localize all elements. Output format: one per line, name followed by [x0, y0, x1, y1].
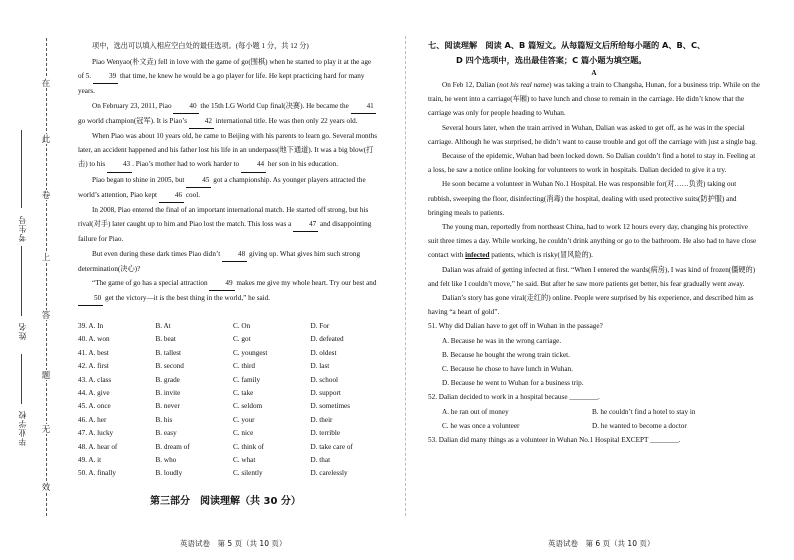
passage-paragraph: Because of the epidemic, Wuhan had been locked down. So Dalian couldn’t find a hotel to stay in. Feeling at a loss, he saw a notice online looking for volunteers to work in hospitals. Dalian decided to give it a try.: [428, 152, 756, 175]
q52-option-b: B. he couldn’t find a hotel to stay in: [592, 407, 696, 416]
cloze-paragraph: “The game of go has a special attraction 49 makes me give my whole heart. Try our best and 50 get the victory—it is the best thing in the world,” he said.: [78, 276, 378, 306]
school-line: [21, 354, 22, 404]
seal-char: 此: [41, 134, 51, 144]
seal-char: 在: [41, 78, 51, 88]
question-52: 52. Dalian decided to work in a hospital because ________.: [428, 393, 600, 402]
q52-option-c: C. he was once a volunteer: [442, 421, 520, 430]
q52-options-row2: [428, 419, 760, 433]
cloze-paragraph: When Piao was about 10 years old, he came to Beijing with his parents to learn go. Several months later, an accident happened and his father lost his life in an underpass(地下通道). It was a big blow(打击) to his 43 . Piao’s mother had to work harder to 44 her son in his education.: [78, 129, 378, 173]
underlined-word: infected: [465, 251, 490, 260]
center-gutter: [405, 36, 406, 516]
q51-option-c: C. Because he chose to have lunch in Wuhan.: [442, 365, 573, 374]
cloze-paragraph: Piao began to shine in 2005, but 45 got a championship. As younger players attracted the world’s attention, Piao kept 46 cool.: [78, 173, 378, 203]
passage-paragraph: Dalian’s story has gone viral(走红的) online. People were surprised by his experience, and described him as having “a heart of gold”.: [428, 294, 754, 317]
exam-number-label: 考生号: [18, 215, 27, 242]
q52-options-row1: [428, 405, 760, 419]
name-label: 姓名: [18, 322, 27, 340]
seal-char: 题: [41, 370, 51, 380]
question-53: 53. Dalian did many things as a volunteer in Wuhan No.1 Hospital EXCEPT ________.: [428, 436, 681, 445]
school-label: 毕业学校: [18, 410, 27, 446]
passage-label: A: [591, 69, 597, 77]
passage-paragraph: The young man, reportedly from northeast China, had to work 12 hours every day, changing his protective suit three times a day. While working, he couldn’t drink anything or go to the bathroom. He also had to have close contact with infected patients, which is risky(冒风险的).: [428, 223, 757, 260]
exam-number-line: [21, 130, 22, 208]
cloze-paragraph: But even during these dark times Piao didn’t 48 giving up. What gives him such strong determination(决心)?: [78, 247, 378, 276]
option-row-42: 42. A. first B. second C. third D. last: [78, 362, 330, 371]
option-row-50: 50. A. finally B. loudly C. silently D. carelessly: [78, 469, 348, 478]
option-row-47: 47. A. lucky B. easy C. nice D. terrible: [78, 429, 341, 438]
seal-char: 答: [41, 310, 51, 320]
reading-heading-cont: D 四个选项中，选出最佳答案；C 篇小题为填空题。: [456, 55, 647, 65]
reading-heading: 七、阅读理解 阅读 A、B 篇短文。从每篇短文后所给每小题的 A、B、C、: [428, 40, 706, 50]
passage-paragraph: On Feb 12, Dalian (not his real name) was taking a train to Changsha, Hunan, for a business trip. While on the train, he went into a carriage(车厢) to have lunch and chose to remain in the carriage. He didn’t know that the carriage was only for people heading to Wuhan.: [428, 81, 760, 118]
option-row-44: 44. A. give B. invite C. take D. support: [78, 388, 341, 397]
part-three-heading: 第三部分 阅读理解（共 30 分）: [150, 496, 301, 507]
name-line: [21, 246, 22, 316]
q51-option-a: A. Because he was in the wrong carriage.: [442, 336, 562, 345]
question-51: 51. Why did Dalian have to get off in Wuhan in the passage?: [428, 322, 603, 331]
seal-dashed-line: [46, 38, 47, 516]
seal-char: 上: [41, 252, 51, 262]
blank-39: 39: [93, 69, 118, 84]
option-row-40: 40. A. won B. beat C. got D. defeated: [78, 335, 344, 344]
option-row-45: 45. A. once B. never C. seldom D. sometimes: [78, 402, 351, 411]
left-page-content: [78, 38, 378, 306]
right-page-content: [428, 38, 760, 447]
cloze-instruction: 项中，选出可以填入相应空白处的最佳选项。(每小题 1 分，共 12 分): [92, 42, 309, 50]
passage-paragraph: He soon became a volunteer in Wuhan No.1 Hospital. He was responsible for(对……负责) taking out rubbish, sweeping the floor, disinfecting(消毒) the hospital, dealing with used protective suits(防护服) and bringing meals to patients.: [428, 180, 737, 217]
passage-paragraph: Several hours later, when the train arrived in Wuhan, Dalian was asked to get off, as he was in the special carriage. Although he was surprised, he didn’t want to cause trouble and got off the carriage with just a single bag.: [428, 123, 757, 146]
q51-option-d: D. Because he went to Wuhan for a business trip.: [442, 379, 584, 388]
seal-char: 卷: [41, 190, 51, 200]
page-footer-left: 英语试卷 第 5 页（共 10 页）: [180, 539, 287, 548]
option-row-43: 43. A. class B. grade C. family D. school: [78, 375, 339, 384]
option-row-48: 48. A. hear of B. dream of C. think of D. take care of: [78, 442, 353, 451]
seal-char: 效: [41, 482, 51, 492]
option-row-39: 39. A. In B. At C. On D. For: [78, 322, 330, 330]
cloze-paragraph: In 2008, Piao entered the final of an important international match. He started off strong, but his rival(对手) later caught up to him and Piao lost the match. This loss was a 47 and disappointing failure for Piao.: [78, 206, 372, 244]
option-row-49: 49. A. it B. who C. what D. that: [78, 455, 331, 464]
q52-option-a: A. he ran out of money: [442, 407, 509, 416]
q52-option-d: D. he wanted to become a doctor: [592, 421, 687, 430]
binding-margin: [0, 0, 70, 560]
option-row-41: 41. A. best B. tallest C. youngest D. oldest: [78, 348, 337, 357]
seal-char: 无: [41, 424, 51, 434]
cloze-paragraph: Piao Wenyao(朴文垚) fell in love with the game of go(围棋) when he started to play it at the age of 5. 39 that time, he knew he would be a go player for life. He kept practicing hard for many years.: [78, 58, 372, 96]
page-footer-right: 英语试卷 第 6 页（共 10 页）: [548, 539, 655, 548]
cloze-paragraph: On February 23, 2011, Piao 40 the 15th LG World Cup final(决赛). He became the 41 go world champion(冠军). It is Piao’s 42 international title. He was then only 22 years old.: [78, 99, 378, 129]
q51-option-b: B. Because he bought the wrong train ticket.: [442, 350, 570, 359]
cloze-options: [78, 320, 388, 481]
passage-paragraph: Dalian was afraid of getting infected at first. “When I entered the wards(病房), I was kind of frozen(僵硬的) and felt like I couldn’t move,” he said. But after he saw more patients get better, his fear gradually went away.: [428, 265, 756, 288]
option-row-46: 46. A. her B. his C. your D. their: [78, 415, 333, 424]
